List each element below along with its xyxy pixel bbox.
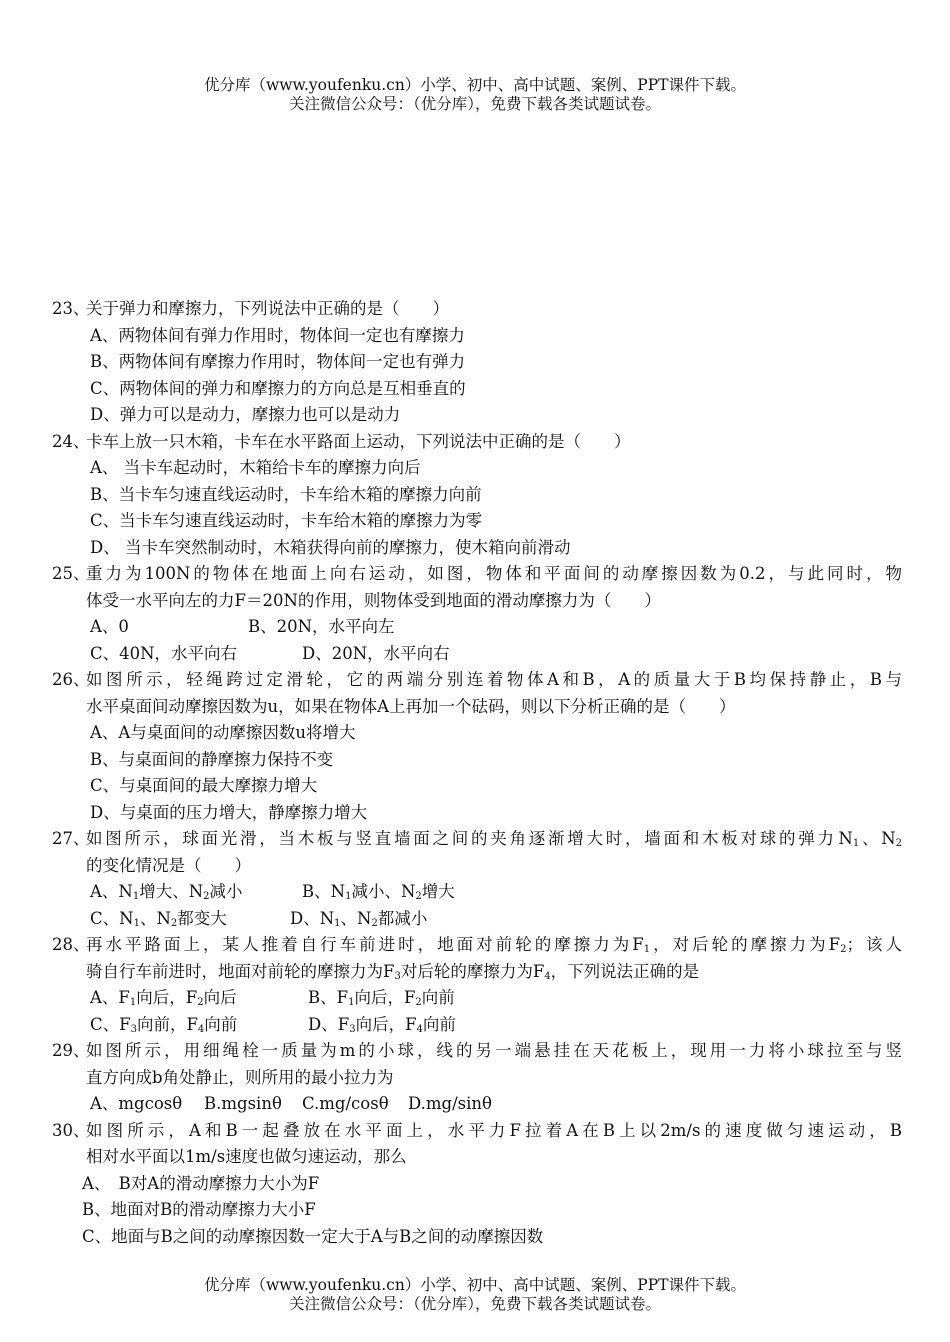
question-number: 26、 [52, 670, 90, 689]
question-number: 25、 [52, 564, 90, 583]
options-row [52, 879, 902, 906]
options-row [52, 1012, 902, 1039]
option-a: A、 当卡车起动时，木箱给卡车的摩擦力向后 [90, 458, 421, 477]
option-c: C、$F_3$向前，$F_4$向前 [90, 1014, 238, 1035]
option-c: C、当卡车匀速直线运动时，卡车给木箱的摩擦力为零 [90, 511, 483, 530]
question-number: 29、 [52, 1041, 90, 1060]
question-stem-continued: 直方向成b角处静止，则所用的最小拉力为 [86, 1067, 394, 1087]
page-footer [0, 1276, 950, 1314]
option-a: A、0 [90, 617, 129, 636]
option-d: D、弹力可以是动力，摩擦力也可以是动力 [90, 405, 401, 424]
option-a: A、两物体间有弹力作用时，物体间一定也有摩擦力 [90, 325, 465, 345]
question-24 [52, 429, 902, 456]
option-c: C、两物体间的弹力和摩擦力的方向总是互相垂直的 [90, 378, 466, 398]
question-stem: 再水平路面上，某人推着自行车前进时，地面对前轮的摩擦力为$F_1$，对后轮的摩擦力为$F_2$；该人 [86, 935, 903, 955]
header-line-2: 关注微信公众号：（优分库），免费下载各类试题试卷。 [288, 95, 661, 113]
option-c: C、与桌面间的最大摩擦力增大 [90, 776, 318, 795]
question-stem-continued: 骑自行车前进时，地面对前轮的摩擦力为$F_3$对后轮的摩擦力为$F_4$，下列说法正确的是 [86, 961, 700, 982]
option-c: C、40N，水平向右 [90, 643, 238, 663]
question-stem: 如图所示，A和B一起叠放在水平面上，水平力F拉着A在B上以2m/s的速度做匀速运动，B [86, 1120, 902, 1140]
options-row [52, 1091, 902, 1118]
question-23 [52, 296, 902, 323]
options-row [52, 985, 902, 1012]
question-number: 30、 [52, 1120, 90, 1140]
option-d: D、 当卡车突然制动时，木箱获得向前的摩擦力，使木箱向前滑动 [90, 537, 571, 557]
question-stem: 卡车上放一只木箱，卡车在水平路面上运动，下列说法中正确的是（ ） [86, 431, 631, 451]
question-25 [52, 561, 902, 588]
option-d: D、20N，水平向右 [302, 643, 450, 663]
question-26 [52, 667, 902, 694]
option-b: B、20N，水平向左 [248, 617, 395, 636]
option-c: C.mg/cosθ [302, 1094, 389, 1113]
question-stem-continued: 相对水平面以1m/s速度也做匀速运动，那么 [86, 1147, 407, 1166]
options-row [52, 641, 902, 668]
option-a: A、mgcosθ [90, 1094, 183, 1113]
option-d: D、$N_1$、$N_2$都减小 [290, 908, 428, 929]
option-b: B.mgsinθ [204, 1094, 282, 1113]
question-29 [52, 1038, 902, 1065]
option-c: C、地面与B之间的动摩擦因数一定大于A与B之间的动摩擦因数 [82, 1226, 544, 1246]
option-b: B、$F_1$向后，$F_2$向前 [308, 988, 455, 1008]
options-row [52, 906, 902, 933]
options-row [52, 614, 902, 641]
question-list [52, 296, 902, 1250]
question-number: 24、 [52, 431, 90, 451]
question-stem: 关于弹力和摩擦力，下列说法中正确的是（ ） [86, 299, 449, 318]
option-b: B、与桌面间的静摩擦力保持不变 [90, 749, 334, 769]
option-a: A、$N_1$增大、$N_2$减小 [90, 882, 243, 902]
option-d: D.mg/sinθ [408, 1094, 492, 1113]
option-b: B、两物体间有摩擦力作用时，物体间一定也有弹力 [90, 352, 466, 371]
question-28 [52, 932, 902, 959]
question-stem: 如图所示，球面光滑，当木板与竖直墙面之间的夹角逐渐增大时，墙面和木板对球的弹力 $N_1$、$N_2$ [86, 829, 903, 849]
option-d: D、$F_3$向后，$F_4$向前 [308, 1014, 456, 1035]
option-b: B、地面对B的滑动摩擦力大小F [82, 1200, 316, 1219]
question-stem: 重力为100N的物体在地面上向右运动，如图，物体和平面间的动摩擦因数为0.2，与此同时，物 [86, 564, 902, 583]
option-a: A、$F_1$向后，$F_2$向后 [90, 988, 237, 1008]
question-27 [52, 826, 902, 853]
page-header [0, 76, 950, 114]
option-a: A、A与桌面间的动摩擦因数u将增大 [90, 723, 356, 742]
option-b: B、$N_1$减小、$N_2$增大 [302, 882, 455, 902]
question-number: 28、 [52, 935, 90, 954]
footer-line-2: 关注微信公众号：（优分库），免费下载各类试题试卷。 [288, 1295, 661, 1313]
option-a: A、 B对A的滑动摩擦力大小为F [82, 1173, 320, 1193]
question-stem-continued: 的变化情况是（ ） [86, 855, 251, 875]
option-c: C、$N_1$、$N_2$都变大 [90, 908, 227, 929]
question-stem: 如图所示，用细绳栓一质量为m的小球，线的另一端悬挂在天花板上，现用一力将小球拉至与竖 [86, 1041, 902, 1060]
question-30 [52, 1118, 902, 1145]
footer-line-1: 优分库（www.youfenku.cn）小学、初中、高中试题、案例、PPT课件下载。 [203, 1276, 747, 1294]
option-b: B、当卡车匀速直线运动时，卡车给木箱的摩擦力向前 [90, 484, 482, 504]
option-d: D、与桌面的压力增大，静摩擦力增大 [90, 802, 368, 822]
question-stem-continued: 体受一水平向左的力F＝20N的作用，则物体受到地面的滑动摩擦力为（ ） [86, 590, 661, 610]
question-stem: 如图所示，轻绳跨过定滑轮，它的两端分别连着物体A和B，A的质量大于B均保持静止，B与 [86, 670, 902, 689]
question-stem-continued: 水平桌面间动摩擦因数为u，如果在物体A上再加一个砝码，则以下分析正确的是（ ） [86, 696, 736, 716]
question-number: 27、 [52, 829, 90, 848]
question-number: 23、 [52, 299, 90, 318]
header-line-1: 优分库（www.youfenku.cn）小学、初中、高中试题、案例、PPT课件下载。 [203, 76, 747, 94]
